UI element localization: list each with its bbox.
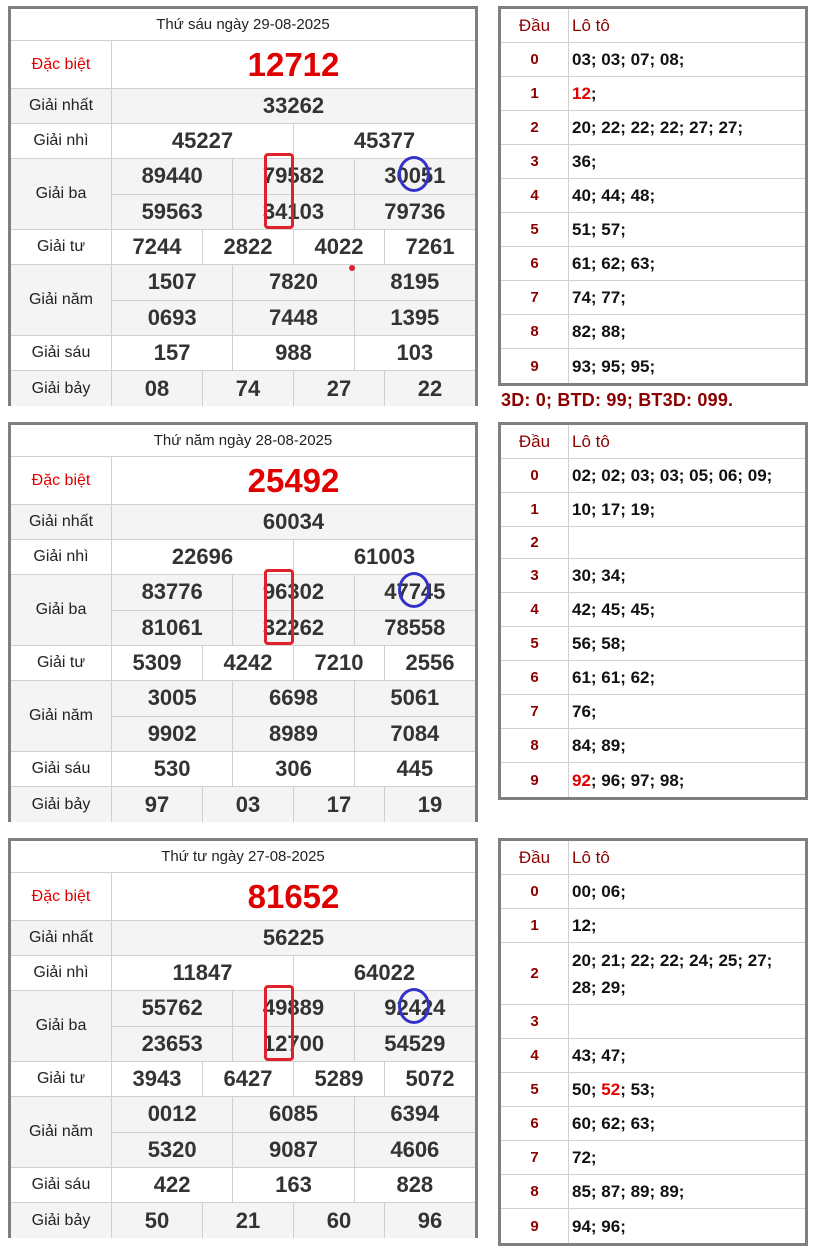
loto-number: ; <box>590 84 597 103</box>
prize-number: 81061 <box>141 614 203 640</box>
loto-values <box>569 1005 805 1038</box>
dau-digit: 3 <box>501 145 569 178</box>
prize-number: 11847 <box>172 960 233 985</box>
prize-number: 6427 <box>202 1062 293 1096</box>
dau-digit: 5 <box>501 627 569 660</box>
row-sixth <box>11 752 475 787</box>
prize-number: 22696 <box>171 544 234 569</box>
prize-numbers <box>112 1168 475 1202</box>
prize-number: 530 <box>153 756 191 781</box>
prize-number: 45227 <box>171 128 234 153</box>
prize-number: 19 <box>384 787 475 822</box>
loto-values <box>569 493 805 526</box>
prize-label: Giải tư <box>11 230 112 264</box>
draw-block <box>8 6 808 410</box>
prize-number: 83776 <box>141 579 203 605</box>
prize-number: 30051 <box>354 159 475 194</box>
prize-numbers <box>112 371 475 406</box>
draw-date-title: Thứ tư ngày 27-08-2025 <box>11 841 475 873</box>
row-seventh <box>11 371 475 406</box>
prize-number: 89440 <box>141 163 203 189</box>
loto-values <box>569 1107 805 1140</box>
draw-date-title: Thứ sáu ngày 29-08-2025 <box>11 9 475 41</box>
prize-label: Giải bảy <box>11 787 112 822</box>
dau-digit: 7 <box>501 1141 569 1174</box>
loto-row <box>501 909 805 943</box>
special-prize-number: 25492 <box>247 461 340 499</box>
prize-number: 2556 <box>384 646 475 680</box>
dau-digit: 0 <box>501 43 569 76</box>
special-prize-number: 81652 <box>247 877 340 915</box>
loto-number: 93; 95; 95; <box>572 356 656 376</box>
prize-number: 1507 <box>147 269 197 295</box>
row-fourth <box>11 646 475 681</box>
loto-number: 61; 62; 63; <box>572 254 656 273</box>
loto-table <box>498 838 808 1246</box>
prize-number: 23653 <box>141 1030 203 1056</box>
loto-row <box>501 179 805 213</box>
blue-circle-mark <box>398 156 430 192</box>
prize-numbers <box>112 921 475 955</box>
loto-header-row <box>501 9 805 43</box>
prize-numbers <box>112 124 475 158</box>
dau-digit: 4 <box>501 1039 569 1072</box>
red-rectangle-mark <box>264 985 294 1061</box>
loto-number: ; 53; <box>620 1080 656 1099</box>
loto-number: 20; 22; 22; 22; 27; 27; <box>572 118 744 137</box>
row-fifth <box>11 1097 475 1168</box>
prize-numbers <box>112 540 475 574</box>
prize-number: 163 <box>232 1168 353 1202</box>
loto-row <box>501 1141 805 1175</box>
prize-number: 47745 <box>354 575 475 610</box>
row-seventh <box>11 1203 475 1238</box>
loto-values <box>569 559 805 592</box>
prize-label: Giải năm <box>11 681 112 751</box>
prize-number: 21 <box>202 1203 293 1238</box>
prize-label: Giải nhì <box>11 956 112 990</box>
prize-number: 03 <box>202 787 293 822</box>
prize-number: 64022 <box>293 956 475 990</box>
prize-numbers <box>112 457 475 504</box>
draw-block <box>8 838 808 1238</box>
prize-numbers <box>112 265 475 335</box>
special-prize-number: 12712 <box>247 45 340 83</box>
loto-row <box>501 1175 805 1209</box>
dau-digit: 1 <box>501 493 569 526</box>
prize-numbers <box>112 336 475 370</box>
prize-number: 6698 <box>232 681 353 716</box>
loto-values <box>569 281 805 314</box>
loto-number: 84; 89; <box>572 736 626 755</box>
prize-number: 96 <box>384 1203 475 1238</box>
loto-values <box>569 459 805 492</box>
loto-number: 51; 57; <box>572 220 626 239</box>
row-first <box>11 89 475 124</box>
prize-number: 50 <box>144 1207 170 1233</box>
prize-number: 7261 <box>384 230 475 264</box>
loto-values <box>569 763 805 797</box>
prize-number: 988 <box>232 336 353 370</box>
prize-number: 828 <box>354 1168 475 1202</box>
loto-number: 72; <box>572 1148 597 1167</box>
highlighted-loto: 52 <box>601 1080 621 1099</box>
row-special <box>11 457 475 505</box>
loto-header-row <box>501 425 805 459</box>
loto-row <box>501 1209 805 1243</box>
loto-number: 30; 34; <box>572 566 626 585</box>
prize-number: 103 <box>354 336 475 370</box>
loto-row <box>501 559 805 593</box>
row-special <box>11 41 475 89</box>
loto-number: 00; 06; <box>572 882 626 901</box>
loto-row <box>501 943 805 1005</box>
dau-digit: 6 <box>501 247 569 280</box>
stats-summary: 3D: 0; BTD: 99; BT3D: 099. <box>501 390 734 410</box>
prize-label: Đặc biệt <box>11 873 112 920</box>
dau-digit: 9 <box>501 763 569 797</box>
red-rectangle-mark <box>264 153 294 229</box>
prize-number: 78558 <box>354 611 475 646</box>
loto-values <box>569 213 805 246</box>
prize-number: 7244 <box>132 234 182 259</box>
prize-number: 4242 <box>202 646 293 680</box>
loto-row <box>501 1039 805 1073</box>
prize-numbers <box>112 787 475 822</box>
highlighted-loto: 92 <box>572 770 591 790</box>
prize-number: 7210 <box>293 646 384 680</box>
loto-row <box>501 763 805 797</box>
loto-values <box>569 593 805 626</box>
dau-digit: 1 <box>501 909 569 942</box>
prize-number: 22 <box>384 371 475 406</box>
prize-number: 79736 <box>354 195 475 230</box>
prize-number: 445 <box>354 752 475 786</box>
prize-numbers <box>112 681 475 751</box>
prize-label: Giải ba <box>11 575 112 645</box>
prize-label: Giải năm <box>11 265 112 335</box>
dau-digit: 9 <box>501 349 569 383</box>
loto-values <box>569 695 805 728</box>
prize-label: Giải nhì <box>11 540 112 574</box>
prize-label: Giải ba <box>11 991 112 1061</box>
loto-number: 94; 96; <box>572 1216 626 1236</box>
prize-label: Giải nhất <box>11 89 112 123</box>
row-fourth <box>11 1062 475 1097</box>
row-second <box>11 124 475 159</box>
loto-row <box>501 213 805 247</box>
row-second <box>11 956 475 991</box>
loto-row <box>501 247 805 281</box>
dau-digit: 6 <box>501 661 569 694</box>
prize-numbers <box>112 956 475 990</box>
loto-row <box>501 593 805 627</box>
loto-row <box>501 729 805 763</box>
loto-row <box>501 77 805 111</box>
prize-label: Giải nhất <box>11 921 112 955</box>
loto-number: 82; 88; <box>572 322 626 341</box>
prize-number: 96302 <box>232 575 353 610</box>
prize-number: 306 <box>232 752 353 786</box>
prize-number: 0693 <box>147 304 197 330</box>
dau-digit: 5 <box>501 213 569 246</box>
loto-values <box>569 349 805 383</box>
prize-number: 8989 <box>232 717 353 752</box>
prize-number: 2822 <box>202 230 293 264</box>
prize-number: 3005 <box>147 685 197 711</box>
loto-row <box>501 661 805 695</box>
loto-number: 36; <box>572 152 597 171</box>
loto-number: 02; 02; 03; 03; 05; 06; 09; <box>572 466 773 485</box>
loto-number: 56; 58; <box>572 634 626 653</box>
loto-header: Lô tô <box>572 432 610 451</box>
blue-circle-mark <box>398 572 430 608</box>
dau-header: Đầu <box>501 841 569 874</box>
prize-label: Giải năm <box>11 1097 112 1167</box>
loto-row <box>501 1005 805 1039</box>
row-fifth <box>11 265 475 336</box>
loto-number: 20; 21; 22; 22; 24; 25; 27; 28; 29; <box>572 950 773 997</box>
dau-digit: 3 <box>501 1005 569 1038</box>
prize-numbers <box>112 89 475 123</box>
loto-row <box>501 111 805 145</box>
prize-number: 49889 <box>232 991 353 1026</box>
red-dot-mark <box>349 265 355 271</box>
prize-number: 92424 <box>354 991 475 1026</box>
row-sixth <box>11 1168 475 1203</box>
loto-row <box>501 459 805 493</box>
row-special <box>11 873 475 921</box>
loto-values <box>569 43 805 76</box>
loto-values <box>569 527 805 558</box>
prize-label: Giải sáu <box>11 752 112 786</box>
loto-number: 85; 87; 89; 89; <box>572 1182 685 1201</box>
loto-number: 03; 03; 07; 08; <box>572 50 685 69</box>
dau-digit: 8 <box>501 729 569 762</box>
loto-values <box>569 77 805 110</box>
dau-digit: 5 <box>501 1073 569 1106</box>
dau-digit: 8 <box>501 315 569 348</box>
loto-row <box>501 493 805 527</box>
loto-number: 43; 47; <box>572 1046 626 1065</box>
loto-number: 42; 45; 45; <box>572 600 656 619</box>
row-second <box>11 540 475 575</box>
loto-values <box>569 1039 805 1072</box>
prize-number: 9902 <box>147 720 197 746</box>
loto-values <box>569 315 805 348</box>
prize-number: 08 <box>144 375 170 401</box>
prize-label: Giải bảy <box>11 371 112 406</box>
prize-label: Giải nhất <box>11 505 112 539</box>
prize-number: 4606 <box>354 1133 475 1168</box>
prize-number: 54529 <box>354 1027 475 1062</box>
prize-number: 45377 <box>293 124 475 158</box>
prize-numbers <box>112 1203 475 1238</box>
row-first <box>11 505 475 540</box>
prize-number: 97 <box>144 791 170 817</box>
loto-row <box>501 1073 805 1107</box>
prize-number: 5320 <box>147 1136 197 1162</box>
dau-digit: 4 <box>501 179 569 212</box>
prize-number: 1395 <box>354 301 475 336</box>
prize-number: 8195 <box>354 265 475 300</box>
prize-number: 61003 <box>293 540 475 574</box>
loto-values <box>569 1209 805 1243</box>
loto-row <box>501 527 805 559</box>
prize-label: Giải tư <box>11 1062 112 1096</box>
prize-number: 4022 <box>293 230 384 264</box>
loto-table <box>498 6 808 386</box>
loto-values <box>569 145 805 178</box>
loto-values <box>569 1141 805 1174</box>
prize-numbers <box>112 873 475 920</box>
loto-values <box>569 1073 805 1106</box>
row-fifth <box>11 681 475 752</box>
prize-label: Giải nhì <box>11 124 112 158</box>
prize-number: 9087 <box>232 1133 353 1168</box>
loto-row <box>501 695 805 729</box>
row-seventh <box>11 787 475 822</box>
prize-label: Đặc biệt <box>11 41 112 88</box>
prize-number: 5072 <box>384 1062 475 1096</box>
loto-number: 74; 77; <box>572 288 626 307</box>
loto-number: 10; 17; 19; <box>572 500 656 519</box>
prize-label: Giải sáu <box>11 1168 112 1202</box>
loto-row <box>501 349 805 383</box>
dau-digit: 2 <box>501 527 569 558</box>
prize-number: 5289 <box>293 1062 384 1096</box>
results-table <box>8 422 478 822</box>
prize-number: 5309 <box>132 650 182 675</box>
prize-number: 7084 <box>354 717 475 752</box>
prize-numbers <box>112 230 475 264</box>
loto-header: Lô tô <box>572 848 610 867</box>
dau-digit: 0 <box>501 875 569 908</box>
loto-values <box>569 909 805 942</box>
prize-number: 6394 <box>354 1097 475 1132</box>
dau-digit: 7 <box>501 281 569 314</box>
prize-number: 0012 <box>147 1101 197 1127</box>
prize-numbers <box>112 41 475 88</box>
highlighted-loto: 12 <box>572 84 591 103</box>
prize-number: 3943 <box>132 1066 182 1091</box>
prize-label: Giải tư <box>11 646 112 680</box>
red-rectangle-mark <box>264 569 294 645</box>
dau-digit: 2 <box>501 111 569 144</box>
loto-values <box>569 627 805 660</box>
dau-digit: 3 <box>501 559 569 592</box>
prize-number: 422 <box>153 1172 191 1197</box>
loto-values <box>569 111 805 144</box>
dau-digit: 1 <box>501 77 569 110</box>
loto-values <box>569 661 805 694</box>
dau-digit: 9 <box>501 1209 569 1243</box>
loto-number: 76; <box>572 702 597 721</box>
dau-digit: 4 <box>501 593 569 626</box>
dau-digit: 7 <box>501 695 569 728</box>
prize-number: 12700 <box>232 1027 353 1062</box>
dau-digit: 2 <box>501 943 569 1004</box>
prize-label: Giải bảy <box>11 1203 112 1238</box>
row-first <box>11 921 475 956</box>
dau-digit: 8 <box>501 1175 569 1208</box>
prize-numbers <box>112 752 475 786</box>
loto-table <box>498 422 808 800</box>
prize-number: 55762 <box>141 995 203 1021</box>
dau-digit: 6 <box>501 1107 569 1140</box>
loto-number: 61; 61; 62; <box>572 668 656 687</box>
loto-values <box>569 875 805 908</box>
prize-number: 79582 <box>232 159 353 194</box>
prize-number: 56225 <box>262 925 325 950</box>
prize-number: 5061 <box>354 681 475 716</box>
prize-label: Giải sáu <box>11 336 112 370</box>
results-table <box>8 838 478 1238</box>
prize-number: 60034 <box>262 509 325 534</box>
loto-header-row <box>501 841 805 875</box>
prize-number: 157 <box>153 340 191 365</box>
loto-values <box>569 943 805 1004</box>
loto-number: 12; <box>572 916 597 935</box>
prize-number: 74 <box>202 371 293 406</box>
prize-label: Đặc biệt <box>11 457 112 504</box>
draw-block <box>8 422 808 822</box>
prize-numbers <box>112 646 475 680</box>
prize-number: 7820 <box>232 265 353 300</box>
prize-numbers <box>112 1097 475 1167</box>
prize-numbers <box>112 1062 475 1096</box>
loto-values <box>569 1175 805 1208</box>
loto-row <box>501 43 805 77</box>
prize-number: 59563 <box>141 198 203 224</box>
loto-row <box>501 281 805 315</box>
loto-number: 60; 62; 63; <box>572 1114 656 1133</box>
prize-number: 32262 <box>232 611 353 646</box>
dau-header: Đầu <box>501 425 569 458</box>
prize-number: 60 <box>293 1203 384 1238</box>
loto-row <box>501 1107 805 1141</box>
loto-number: ; 96; 97; 98; <box>590 770 685 790</box>
draw-date-title: Thứ năm ngày 28-08-2025 <box>11 425 475 457</box>
dau-digit: 0 <box>501 459 569 492</box>
blue-circle-mark <box>398 988 430 1024</box>
loto-values <box>569 729 805 762</box>
prize-number: 27 <box>293 371 384 406</box>
prize-number: 6085 <box>232 1097 353 1132</box>
loto-number: 40; 44; 48; <box>572 186 656 205</box>
loto-values <box>569 179 805 212</box>
prize-number: 34103 <box>232 195 353 230</box>
prize-number: 33262 <box>262 93 325 118</box>
loto-number: 50; <box>572 1080 602 1099</box>
loto-header: Lô tô <box>572 16 610 35</box>
row-sixth <box>11 336 475 371</box>
results-table <box>8 6 478 406</box>
loto-row <box>501 875 805 909</box>
loto-row <box>501 145 805 179</box>
row-fourth <box>11 230 475 265</box>
prize-numbers <box>112 505 475 539</box>
prize-number: 17 <box>293 787 384 822</box>
loto-values <box>569 247 805 280</box>
dau-header: Đầu <box>501 9 569 42</box>
loto-row <box>501 315 805 349</box>
prize-label: Giải ba <box>11 159 112 229</box>
loto-row <box>501 627 805 661</box>
prize-number: 7448 <box>232 301 353 336</box>
